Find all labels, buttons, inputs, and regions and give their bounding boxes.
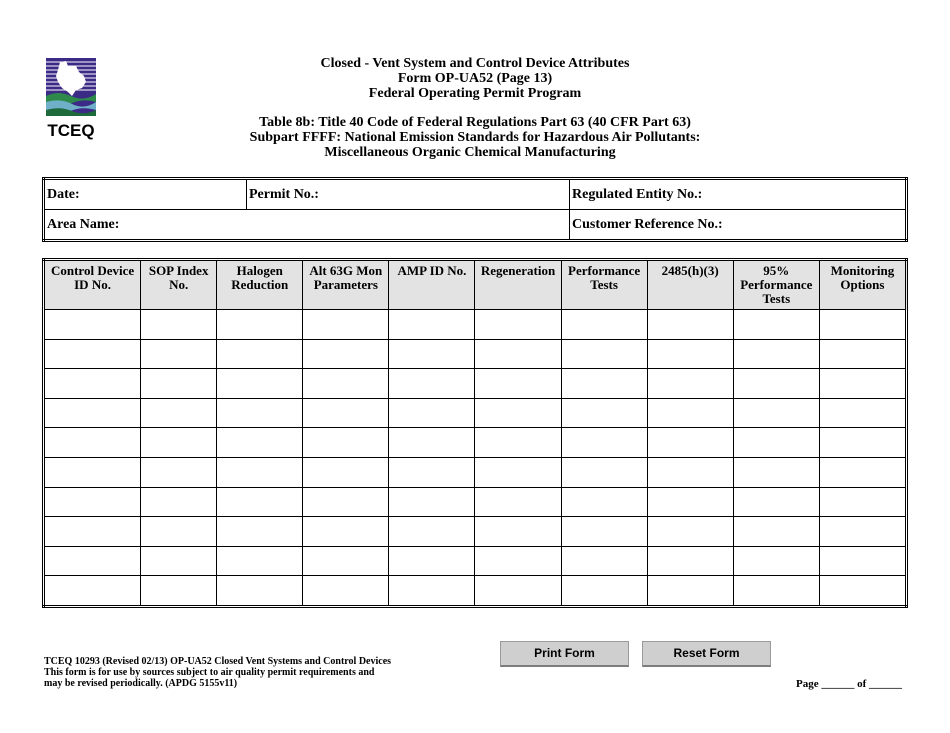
table-cell [141, 487, 217, 517]
table-cell [733, 487, 819, 517]
table-cell [217, 576, 303, 607]
table-cell [475, 310, 561, 340]
area-label: Area Name: [47, 216, 120, 232]
page-number: Page ______ of ______ [795, 678, 902, 690]
cell-input[interactable] [648, 399, 733, 428]
form-title: Closed - Vent System and Control Device Attributes [320, 56, 630, 71]
header-row [44, 260, 907, 310]
cell-input[interactable] [562, 399, 647, 428]
col-header: 95% Performance Tests [733, 260, 819, 310]
table-cell [389, 428, 475, 458]
cell-input[interactable] [734, 310, 819, 339]
table-cell [217, 369, 303, 399]
table-cell [44, 457, 141, 487]
cell-input[interactable] [475, 576, 560, 605]
cell-input[interactable] [648, 547, 733, 576]
attributes-table [42, 258, 908, 608]
cell-input[interactable] [303, 547, 388, 576]
cell-input[interactable] [734, 340, 819, 369]
cell-input[interactable] [475, 488, 560, 517]
col-header: Regeneration [475, 260, 561, 310]
cell-input[interactable] [141, 399, 216, 428]
cell-input[interactable] [820, 399, 905, 428]
cell-input[interactable] [303, 458, 388, 487]
table-cell [647, 310, 733, 340]
cell-input[interactable] [303, 310, 388, 339]
table-cell [303, 517, 389, 547]
col-header: Control Device ID No. [44, 260, 141, 310]
table-row [44, 428, 907, 458]
table-cell [475, 546, 561, 576]
table-row [44, 369, 907, 399]
cell-input[interactable] [475, 428, 560, 457]
cell-input[interactable] [389, 369, 474, 398]
table-cell [389, 339, 475, 369]
col-header: SOP Index No. [141, 260, 217, 310]
col-header: 2485(h)(3) [647, 260, 733, 310]
table-cell [303, 457, 389, 487]
table-cell [475, 517, 561, 547]
cell-input[interactable] [389, 310, 474, 339]
table-cell [733, 517, 819, 547]
permit-label: Permit No.: [249, 186, 319, 202]
cell-input[interactable] [45, 428, 140, 457]
table-cell [647, 576, 733, 607]
table-cell [44, 428, 141, 458]
cell-input[interactable] [141, 428, 216, 457]
table-cell [647, 546, 733, 576]
table-cell [733, 457, 819, 487]
cell-input[interactable] [141, 369, 216, 398]
table-cell [44, 517, 141, 547]
table-cell [44, 546, 141, 576]
table-cell [733, 398, 819, 428]
footer-line: TCEQ 10293 (Revised 02/13) OP-UA52 Closed Vent Systems and Control Devices [44, 656, 392, 667]
table-cell [389, 517, 475, 547]
cell-input[interactable] [45, 458, 140, 487]
cell-input[interactable] [303, 340, 388, 369]
info-table [42, 177, 908, 242]
form-number: Form OP-UA52 (Page 13) [397, 71, 553, 86]
cell-input[interactable] [217, 517, 302, 546]
table-cell [561, 457, 647, 487]
permit-field[interactable] [247, 179, 570, 210]
table-cell [217, 517, 303, 547]
cell-input[interactable] [734, 458, 819, 487]
entity-field[interactable] [570, 179, 907, 210]
cell-input[interactable] [389, 458, 474, 487]
footer-line: may be revised periodically. (APDG 5155v11) [44, 678, 238, 689]
table-cell [303, 310, 389, 340]
cell-input[interactable] [820, 488, 905, 517]
cell-input[interactable] [820, 369, 905, 398]
footer-line: This form is for use by sources subject to air quality permit requirements and [44, 667, 375, 678]
table-cell [561, 369, 647, 399]
cell-input[interactable] [562, 576, 647, 605]
reset-form-button[interactable]: Reset Form [642, 641, 771, 667]
table-cell [44, 310, 141, 340]
table-row [44, 546, 907, 576]
cell-input[interactable] [820, 428, 905, 457]
table-cell [217, 398, 303, 428]
cell-input[interactable] [389, 488, 474, 517]
table-cell [561, 487, 647, 517]
cell-input[interactable] [562, 369, 647, 398]
cell-input[interactable] [303, 517, 388, 546]
cell-input[interactable] [217, 399, 302, 428]
table-cell [647, 398, 733, 428]
cell-input[interactable] [303, 428, 388, 457]
table-row [44, 576, 907, 607]
table-row [44, 517, 907, 547]
table-cell [733, 369, 819, 399]
cell-input[interactable] [389, 428, 474, 457]
table-cell [475, 369, 561, 399]
cell-input[interactable] [141, 576, 216, 605]
cell-input[interactable] [141, 458, 216, 487]
table-row [44, 457, 907, 487]
cell-input[interactable] [217, 428, 302, 457]
subpart-subtitle: Miscellaneous Organic Chemical Manufacturing [324, 145, 616, 160]
cell-input[interactable] [475, 458, 560, 487]
table-row [44, 487, 907, 517]
table-cell [389, 398, 475, 428]
cell-input[interactable] [217, 576, 302, 605]
table-cell [733, 428, 819, 458]
cell-input[interactable] [141, 517, 216, 546]
cell-input[interactable] [217, 547, 302, 576]
cell-input[interactable] [562, 310, 647, 339]
table-cell [647, 339, 733, 369]
table-cell [389, 369, 475, 399]
col-header: Performance Tests [561, 260, 647, 310]
customer-field[interactable] [570, 210, 907, 241]
cell-input[interactable] [45, 517, 140, 546]
table-cell [217, 339, 303, 369]
table-cell [819, 517, 906, 547]
cell-input[interactable] [820, 576, 905, 605]
cell-input[interactable] [820, 458, 905, 487]
table-cell [647, 457, 733, 487]
cell-input[interactable] [562, 517, 647, 546]
footer-notes [44, 656, 391, 689]
table-cell [44, 576, 141, 607]
cell-input[interactable] [648, 369, 733, 398]
col-header: Alt 63G Mon Parameters [303, 260, 389, 310]
table-cell [733, 310, 819, 340]
table-cell [561, 517, 647, 547]
cell-input[interactable] [648, 488, 733, 517]
table-cell [475, 428, 561, 458]
cell-input[interactable] [389, 547, 474, 576]
col-header: Monitoring Options [819, 260, 906, 310]
table-cell [303, 428, 389, 458]
table-cell [303, 487, 389, 517]
table-cell [44, 369, 141, 399]
table-cell [819, 398, 906, 428]
table-cell [141, 369, 217, 399]
table-cell [141, 428, 217, 458]
cell-input[interactable] [217, 458, 302, 487]
table-cell [217, 487, 303, 517]
table-cell [475, 457, 561, 487]
table-cell [303, 398, 389, 428]
col-header: AMP ID No. [389, 260, 475, 310]
area-field[interactable] [44, 210, 570, 241]
cell-input[interactable] [562, 547, 647, 576]
print-form-button[interactable]: Print Form [500, 641, 629, 667]
cell-input[interactable] [820, 310, 905, 339]
cell-input[interactable] [734, 547, 819, 576]
cell-input[interactable] [141, 488, 216, 517]
cell-input[interactable] [45, 340, 140, 369]
cell-input[interactable] [389, 517, 474, 546]
table-cell [217, 428, 303, 458]
cell-input[interactable] [475, 340, 560, 369]
cell-input[interactable] [45, 399, 140, 428]
table-cell [647, 517, 733, 547]
table-cell [647, 428, 733, 458]
table-row [44, 310, 907, 340]
table-cell [647, 487, 733, 517]
cell-input[interactable] [217, 369, 302, 398]
cell-input[interactable] [389, 576, 474, 605]
table-cell [819, 457, 906, 487]
table-cell [561, 576, 647, 607]
table-cell [561, 339, 647, 369]
cell-input[interactable] [734, 399, 819, 428]
cell-input[interactable] [734, 576, 819, 605]
cell-input[interactable] [734, 369, 819, 398]
form-header [0, 56, 950, 160]
cell-input[interactable] [303, 369, 388, 398]
cell-input[interactable] [562, 340, 647, 369]
cell-input[interactable] [217, 310, 302, 339]
cell-input[interactable] [734, 517, 819, 546]
table-cell [141, 339, 217, 369]
table-cell [44, 398, 141, 428]
table-cell [561, 428, 647, 458]
table-cell [141, 517, 217, 547]
table-cell [819, 339, 906, 369]
table-title: Table 8b: Title 40 Code of Federal Regulations Part 63 (40 CFR Part 63) [259, 115, 691, 130]
cell-input[interactable] [45, 488, 140, 517]
table-cell [141, 310, 217, 340]
cell-input[interactable] [820, 340, 905, 369]
table-cell [303, 546, 389, 576]
table-cell [389, 576, 475, 607]
date-label: Date: [47, 186, 80, 202]
cell-input[interactable] [562, 428, 647, 457]
table-cell [217, 457, 303, 487]
table-body [44, 310, 907, 607]
table-cell [389, 546, 475, 576]
table-cell [475, 576, 561, 607]
cell-input[interactable] [475, 399, 560, 428]
cell-input[interactable] [475, 369, 560, 398]
cell-input[interactable] [141, 547, 216, 576]
cell-input[interactable] [648, 517, 733, 546]
table-cell [217, 546, 303, 576]
cell-input[interactable] [45, 369, 140, 398]
table-cell [819, 428, 906, 458]
cell-input[interactable] [475, 310, 560, 339]
table-cell [303, 369, 389, 399]
table-cell [303, 576, 389, 607]
cell-input[interactable] [303, 576, 388, 605]
table-cell [819, 369, 906, 399]
table-cell [733, 576, 819, 607]
cell-input[interactable] [45, 576, 140, 605]
cell-input[interactable] [562, 488, 647, 517]
table-cell [44, 339, 141, 369]
table-cell [44, 487, 141, 517]
table-cell [733, 546, 819, 576]
table-row [44, 339, 907, 369]
table-cell [389, 310, 475, 340]
cell-input[interactable] [562, 458, 647, 487]
cell-input[interactable] [45, 547, 140, 576]
cell-input[interactable] [734, 428, 819, 457]
table-cell [647, 369, 733, 399]
cell-input[interactable] [475, 517, 560, 546]
cell-input[interactable] [648, 340, 733, 369]
table-cell [819, 310, 906, 340]
cell-input[interactable] [648, 428, 733, 457]
entity-label: Regulated Entity No.: [572, 186, 703, 202]
cell-input[interactable] [648, 458, 733, 487]
table-cell [561, 310, 647, 340]
cell-input[interactable] [734, 488, 819, 517]
subpart-title: Subpart FFFF: National Emission Standards for Hazardous Air Pollutants: [249, 130, 701, 145]
table-cell [733, 339, 819, 369]
table-cell [141, 546, 217, 576]
cell-input[interactable] [303, 399, 388, 428]
table-cell [217, 310, 303, 340]
table-cell [141, 457, 217, 487]
table-cell [561, 398, 647, 428]
table-cell [141, 398, 217, 428]
table-cell [819, 487, 906, 517]
table-cell [475, 398, 561, 428]
cell-input[interactable] [389, 340, 474, 369]
cell-input[interactable] [141, 310, 216, 339]
table-cell [475, 487, 561, 517]
cell-input[interactable] [141, 340, 216, 369]
col-header: Halogen Reduction [217, 260, 303, 310]
table-cell [141, 576, 217, 607]
cell-input[interactable] [389, 399, 474, 428]
table-cell [303, 339, 389, 369]
cell-input[interactable] [820, 517, 905, 546]
table-cell [561, 546, 647, 576]
table-cell [389, 457, 475, 487]
cell-input[interactable] [648, 310, 733, 339]
cell-input[interactable] [45, 310, 140, 339]
program-name: Federal Operating Permit Program [368, 86, 582, 101]
logo-text: TCEQ [47, 121, 95, 140]
table-cell [819, 576, 906, 607]
cell-input[interactable] [820, 547, 905, 576]
table-cell [475, 339, 561, 369]
cell-input[interactable] [648, 576, 733, 605]
table-cell [389, 487, 475, 517]
table-row [44, 398, 907, 428]
cell-input[interactable] [217, 340, 302, 369]
date-field[interactable] [44, 179, 247, 210]
cell-input[interactable] [303, 488, 388, 517]
cell-input[interactable] [475, 547, 560, 576]
customer-label: Customer Reference No.: [572, 216, 723, 232]
cell-input[interactable] [217, 488, 302, 517]
table-cell [819, 546, 906, 576]
